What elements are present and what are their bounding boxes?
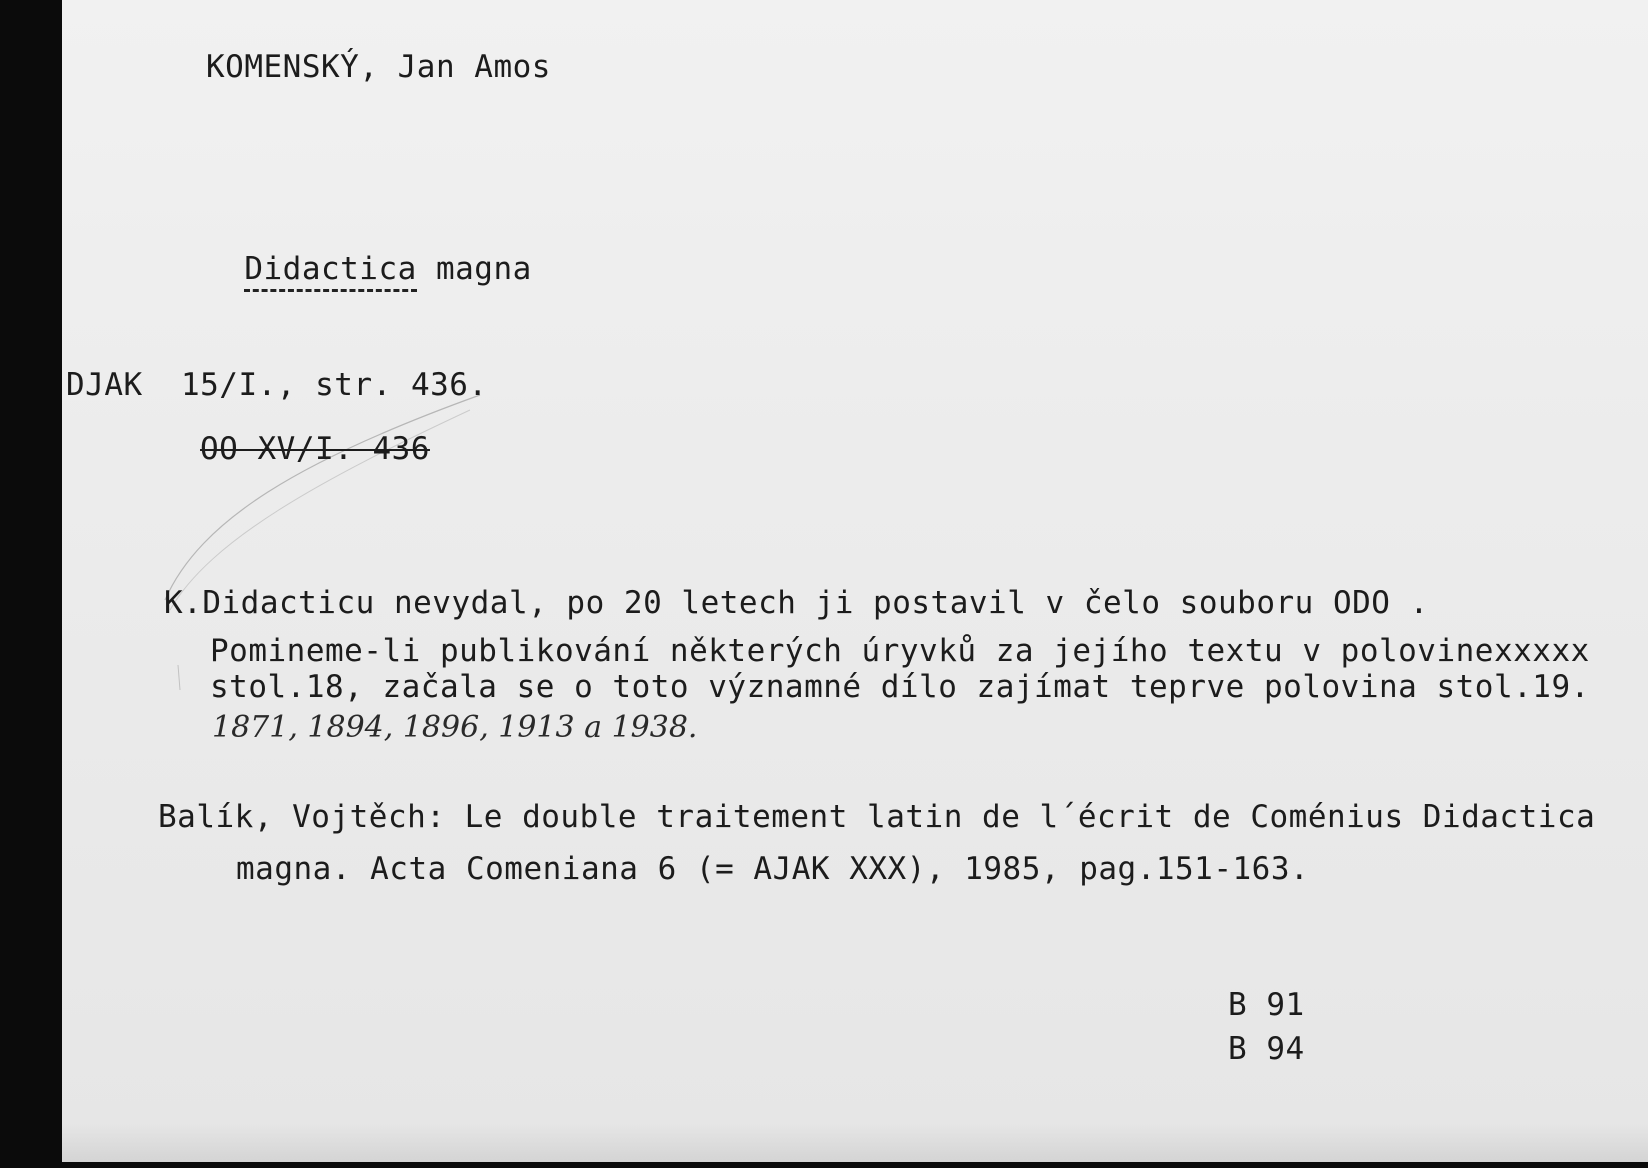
shelf-mark-1: B 91 — [1228, 987, 1305, 1023]
note-line-3: stol.18, začala se o toto významné dílo zajímat teprve polovina stol.19. — [210, 669, 1590, 705]
shelf-mark-2: B 94 — [1228, 1031, 1305, 1067]
handwritten-years: 1871, 1894, 1896, 1913 a 1938. — [212, 710, 698, 745]
reference-line: DJAK 15/I., str. 436. — [66, 367, 488, 403]
work-title-underlined: Didactica — [244, 251, 416, 292]
struck-reference: OO XV/I. 436 — [200, 431, 430, 467]
citation-line-2: magna. Acta Comeniana 6 (= AJAK XXX), 1985, pag.151-163. — [236, 851, 1310, 887]
author-name: KOMENSKÝ, Jan Amos — [206, 49, 551, 85]
work-title — [206, 218, 532, 286]
work-title-rest: magna — [416, 251, 532, 287]
catalog-card — [62, 0, 1648, 1162]
note-line-2: Pomineme-li publikování některých úryvků za jejího textu v polovinexxxxx — [210, 633, 1590, 669]
note-line-1: K.Didacticu nevydal, po 20 letech ji postavil v čelo souboru ODO . — [164, 585, 1429, 621]
citation-line-1: Balík, Vojtěch: Le double traitement latin de l´écrit de Coménius Didactica — [158, 799, 1596, 835]
